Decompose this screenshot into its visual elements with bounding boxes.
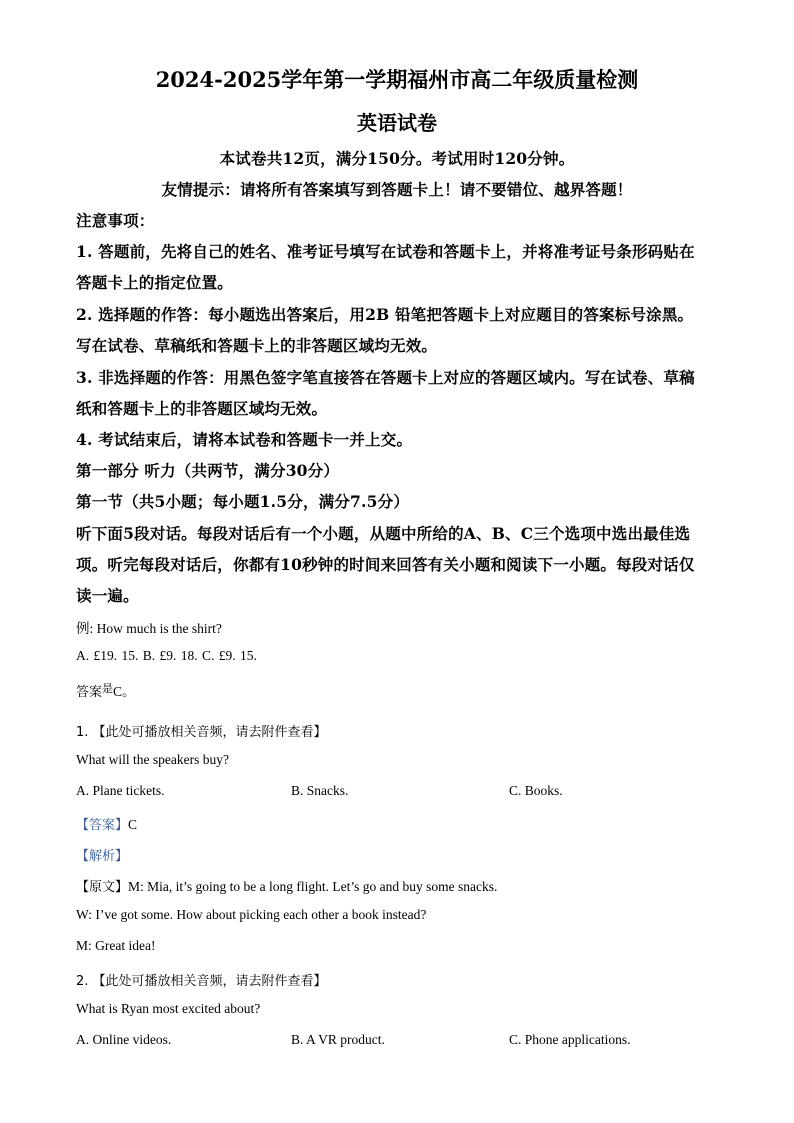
q1-analysis-tag: 【解析】 [76,849,129,864]
q1-script-line-3: M: Great idea! [76,938,156,953]
example-answer-prefix: 答案 [76,685,103,700]
part1-heading: 第一部分 听力（共两节，满分30分） [76,461,340,480]
section1-heading: 第一节（共5小题；每小题1.5分，满分7.5分） [76,492,410,511]
notice-heading: 注意事项： [76,211,155,230]
example-question: 例: How much is the shirt? [76,621,222,636]
notice-item-2b: 写在试卷、草稿纸和答题卡上的非答题区域均无效。 [76,336,438,355]
q1-option-b: B. Snacks. [291,783,349,798]
q1-answer [76,814,137,833]
q2-label: 2. 【此处可播放相关音频，请去附件查看】 [76,974,327,989]
instruction-line-3: 读一遍。 [76,586,139,605]
instruction-line-1: 听下面5段对话。每段对话后有一个小题，从题中所给的A、B、C三个选项中选出最佳选 [76,524,691,543]
notice-item-1a: 1. 答题前，先将自己的姓名、准考证号填写在试卷和答题卡上，并将准考证号条形码贴在 [76,242,695,261]
exam-title: 2024-2025学年第一学期福州市高二年级质量检测 [155,67,639,92]
q2-option-b: B. A VR product. [291,1032,385,1047]
example-answer [76,680,136,700]
q2-option-a: A. Online videos. [76,1032,172,1047]
notice-item-4: 4. 考试结束后，请将本试卷和答题卡一并上交。 [76,430,413,449]
exam-tip: 友情提示：请将所有答案填写到答题卡上！请不要错位、越界答题！ [161,180,633,199]
q1-option-a: A. Plane tickets. [76,783,165,798]
notice-item-2a: 2. 选择题的作答：每小题选出答案后，用2B 铅笔把答题卡上对应题目的答案标号涂黑。 [76,305,694,324]
notice-item-3a: 3. 非选择题的作答：用黑色签字笔直接答在答题卡上对应的答题区域内。写在试卷、草稿 [76,368,695,387]
q2-option-c: C. Phone applications. [509,1032,631,1047]
q2-question: What is Ryan most excited about? [76,1001,261,1016]
q1-script-line-2: W: I’ve got some. How about picking each other a book instead? [76,907,427,922]
example-answer-value: C。 [113,684,136,699]
q1-answer-tag: 【答案】 [76,818,129,833]
example-answer-mid: 是 [102,682,114,695]
notice-item-3b: 纸和答题卡上的非答题区域均无效。 [76,399,328,418]
q1-script-tag: 【原文】 [76,880,129,895]
subject-title: 英语试卷 [357,111,437,135]
q1-script-text-1: M: Mia, it’s going to be a long flight. Let’s go and buy some snacks. [128,879,498,894]
instruction-line-2: 项。听完每段对话后，你都有10秒钟的时间来回答有关小题和阅读下一小题。每段对话仅 [76,555,695,574]
q1-answer-value: C [128,817,138,832]
exam-info: 本试卷共12页，满分150分。考试用时120分钟。 [219,149,575,168]
notice-item-1b: 答题卡上的指定位置。 [76,273,234,292]
example-options: A. £19. 15. B. £9. 18. C. £9. 15. [76,648,257,663]
q1-script-line-1 [76,876,497,895]
q1-question: What will the speakers buy? [76,752,229,767]
q1-option-c: C. Books. [509,783,563,798]
q1-label: 1. 【此处可播放相关音频，请去附件查看】 [76,725,327,740]
